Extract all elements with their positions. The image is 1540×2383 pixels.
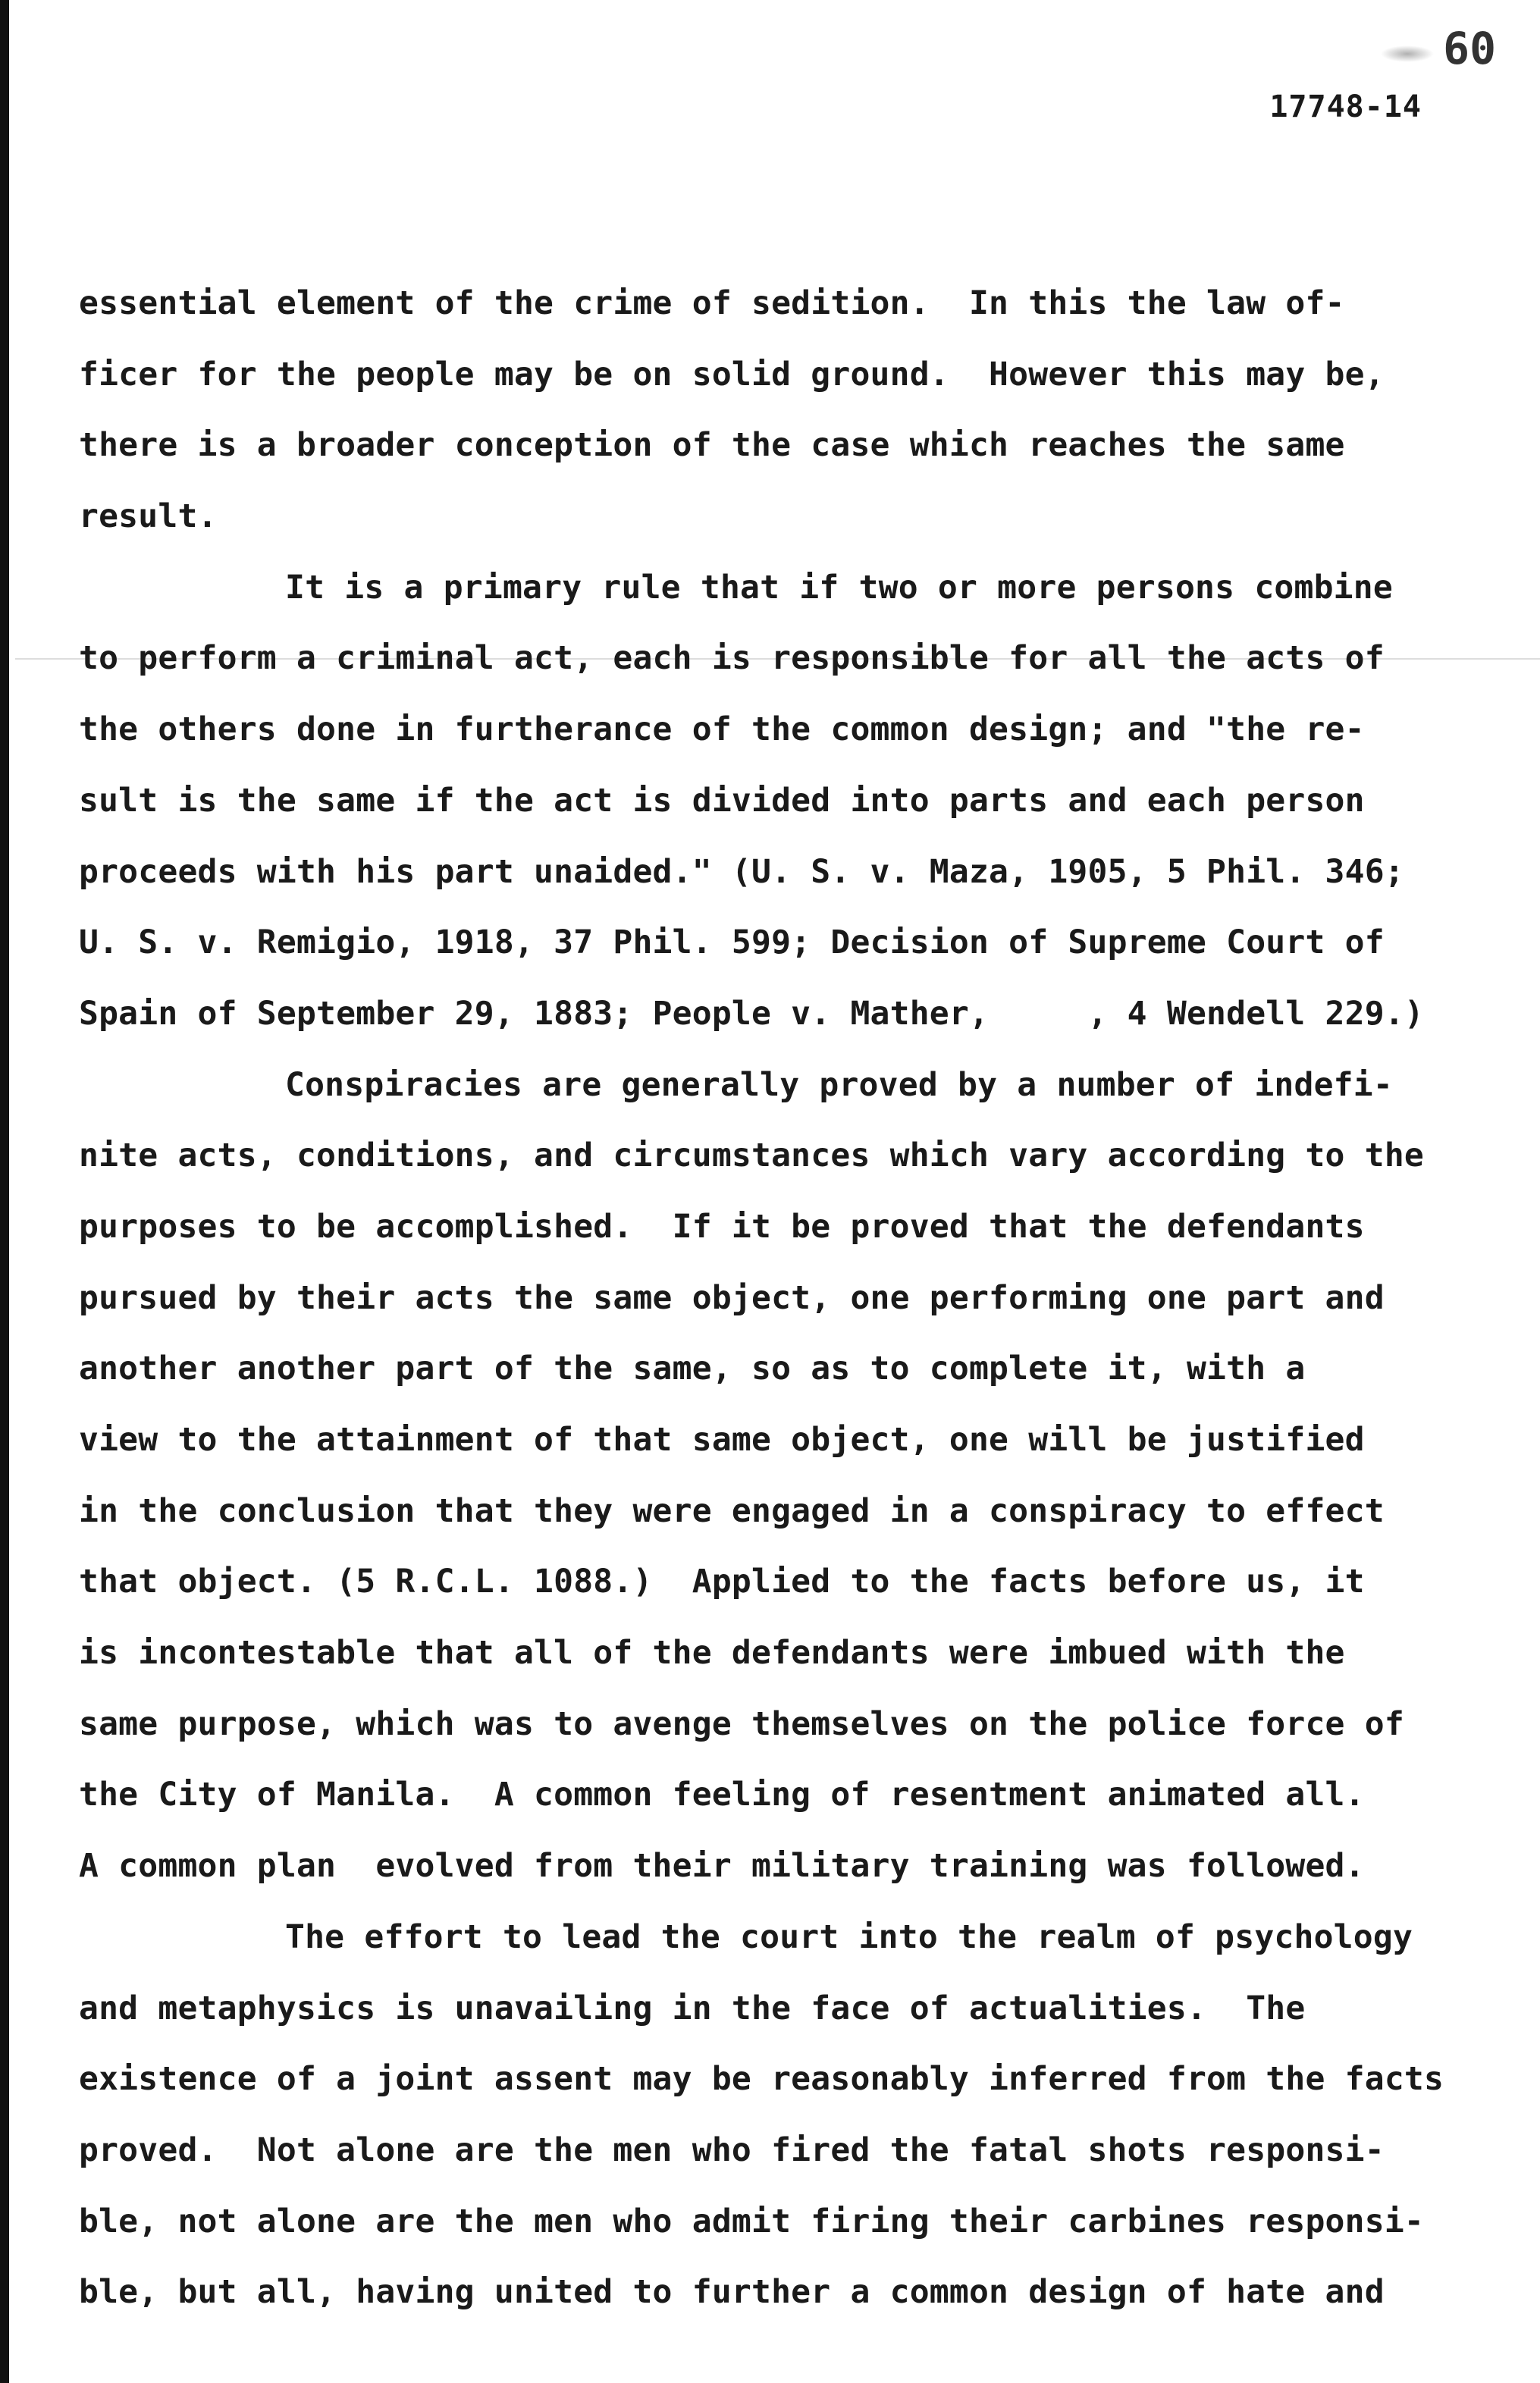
scan-left-edge: [0, 0, 9, 2383]
text-line: that object. (5 R.C.L. 1088.) Applied to the facts before us, it: [79, 1563, 1365, 1601]
paragraph-first-line: It is a primary rule that if two or more persons combine: [285, 568, 1393, 607]
text-line: is incontestable that all of the defendants were imbued with the: [79, 1634, 1345, 1673]
text-line: same purpose, which was to avenge themselves on the police force of: [79, 1704, 1404, 1743]
text-line: ficer for the people may be on solid ground. However this may be,: [79, 355, 1385, 394]
paragraph-first-line: The effort to lead the court into the realm of psychology: [285, 1917, 1413, 1956]
text-line: essential element of the crime of sedition. In this the law of-: [79, 284, 1345, 322]
text-line: view to the attainment of that same object, one will be justified: [79, 1421, 1365, 1459]
page-number: 60: [1443, 23, 1496, 74]
text-line: ble, not alone are the men who admit firing their carbines responsi-: [79, 2202, 1424, 2240]
text-line: sult is the same if the act is divided into parts and each person: [79, 781, 1365, 820]
text-line: the City of Manila. A common feeling of resentment animated all.: [79, 1776, 1365, 1814]
text-line: existence of a joint assent may be reasonably inferred from the facts: [79, 2060, 1444, 2099]
text-line: pursued by their acts the same object, one performing one part and: [79, 1278, 1385, 1317]
text-line: result.: [79, 497, 218, 536]
text-line: purposes to be accomplished. If it be proved that the defendants: [79, 1207, 1365, 1246]
text-line: A common plan evolved from their military training was followed.: [79, 1847, 1365, 1886]
paragraph-first-line: Conspiracies are generally proved by a number of indefi-: [285, 1065, 1393, 1104]
text-line: proceeds with his part unaided." (U. S. v. Maza, 1905, 5 Phil. 346;: [79, 852, 1404, 891]
text-line: to perform a criminal act, each is responsible for all the acts of: [79, 639, 1385, 678]
text-line: there is a broader conception of the case which reaches the same: [79, 426, 1345, 465]
text-line: ble, but all, having united to further a common design of hate and: [79, 2273, 1385, 2312]
text-line: another another part of the same, so as to complete it, with a: [79, 1350, 1306, 1388]
text-line: proved. Not alone are the men who fired the fatal shots responsi-: [79, 2131, 1385, 2169]
body-text: [79, 268, 1520, 2328]
text-line: nite acts, conditions, and circumstances which vary according to the: [79, 1137, 1424, 1175]
text-line: the others done in furtherance of the common design; and "the re-: [79, 710, 1365, 749]
text-line: and metaphysics is unavailing in the face of actualities. The: [79, 1989, 1306, 2027]
ink-smudge: [1381, 45, 1434, 62]
text-line: Spain of September 29, 1883; People v. Mather, , 4 Wendell 229.): [79, 994, 1424, 1033]
document-number: 17748-14: [1269, 89, 1422, 124]
text-line: in the conclusion that they were engaged in a conspiracy to effect: [79, 1491, 1385, 1530]
text-line: U. S. v. Remigio, 1918, 37 Phil. 599; Decision of Supreme Court of: [79, 923, 1385, 962]
